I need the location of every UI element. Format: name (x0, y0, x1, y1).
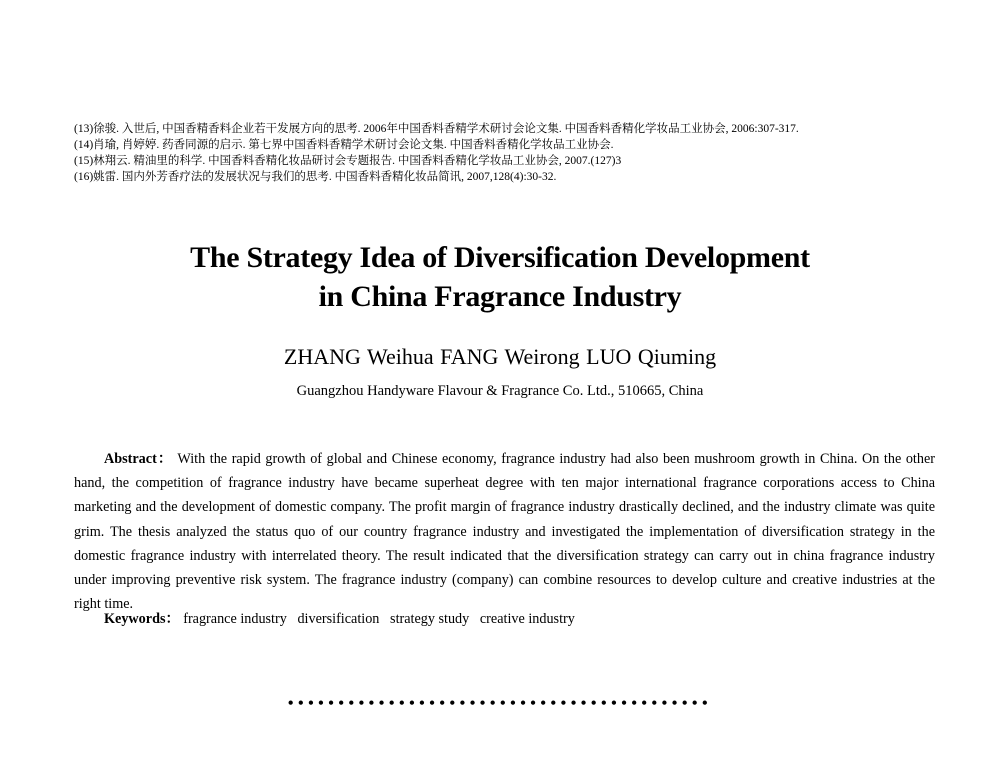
reference-item-14: (14)肖瑜, 肖婷婷. 药香同源的启示. 第七界中国香料香精学术研讨会论文集. 中国香料香精化学妆品工业协会. (74, 139, 614, 151)
paper-title (0, 238, 1000, 316)
reference-item-13: (13)徐骏. 入世后, 中国香精香料企业若干发展方向的思考. 2006年中国香料香精学术研讨会论文集. 中国香料香精化学妆品工业协会, 2006:307-317. (74, 123, 799, 135)
reference-item-16: (16)姚雷. 国内外芳香疗法的发展状况与我们的思考. 中国香料香精化妆品简讯, 2007,128(4):30-32. (74, 171, 557, 183)
paper-title-line-1: The Strategy Idea of Diversification Development (190, 241, 810, 274)
keywords-text: fragrance industry diversification strategy study creative industry (183, 611, 575, 627)
abstract-paragraph (74, 447, 935, 616)
abstract (74, 447, 935, 616)
keywords (104, 609, 934, 629)
reference-item-15: (15)林翔云. 精油里的科学. 中国香料香精化妆品研讨会专题报告. 中国香料香精化学妆品工业协会, 2007.(127)3 (74, 155, 622, 167)
author-list: ZHANG Weihua FANG Weirong LUO Qiuming (283, 344, 717, 369)
reference-list (74, 121, 954, 185)
affiliation: Guangzhou Handyware Flavour & Fragrance Co. Ltd., 510665, China (296, 383, 704, 399)
abstract-label: Abstract： (104, 451, 174, 467)
abstract-text: With the rapid growth of global and Chinese economy, fragrance industry had also been mushroom growth in China. On the other hand, the competition of fragrance industry have became superheat degree with ten major international fragrance corporations access to China marketing and the development of domestic company. The profit margin of fragrance industry drastically declined, and the industry climate was quite grim. The thesis analyzed the status quo of our country fragrance industry and investigated the implementation of diversification strategy in the domestic fragrance industry with interrelated theory. The result indicated that the diversification strategy can carry out in china fragrance industry under improving preventive risk system. The fragrance industry (company) can combine resources to develop culture and creative industries at the right time. (74, 451, 935, 613)
section-separator: •••••••••••••••••••••••••••••••••••••••••• (287, 695, 713, 712)
paper-title-line-2: in China Fragrance Industry (318, 280, 682, 313)
keywords-label: Keywords： (104, 611, 180, 627)
